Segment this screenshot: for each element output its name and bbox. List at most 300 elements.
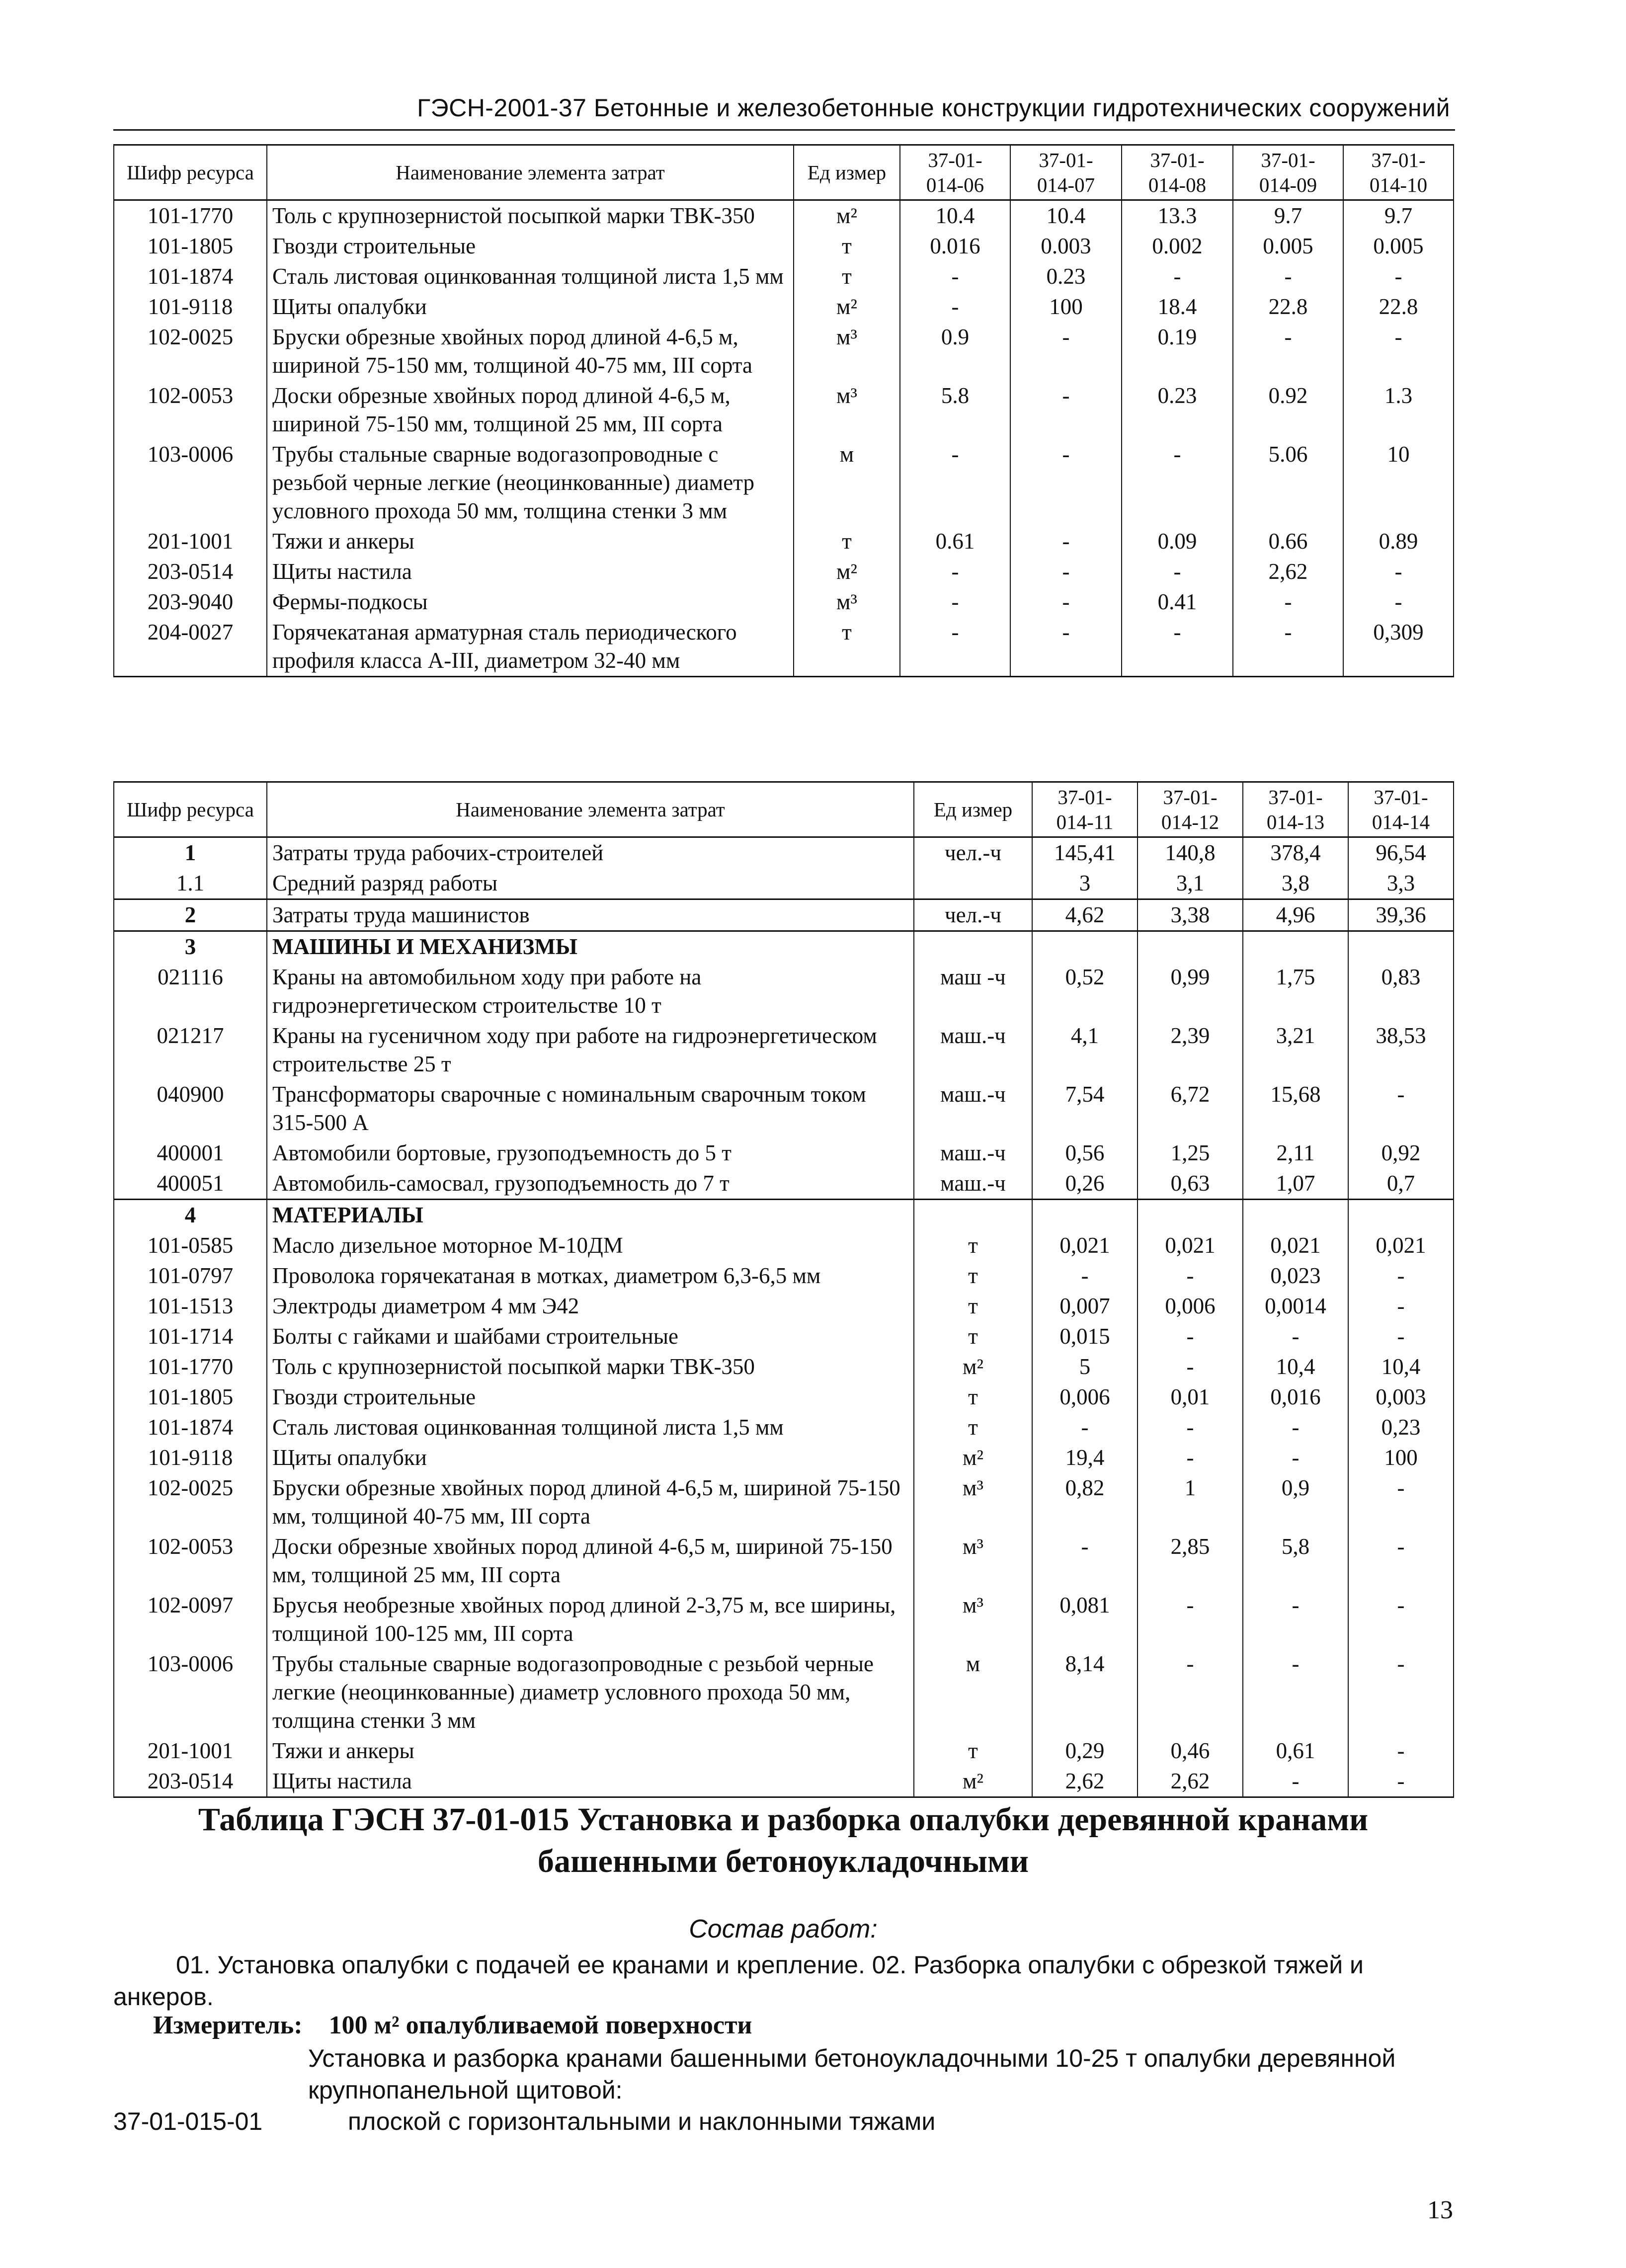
table-row — [114, 557, 1454, 587]
value-cell: 1,07 — [1243, 1168, 1348, 1200]
resource-name-cell: Автомобили бортовые, грузоподъемность до 5 т — [267, 1138, 914, 1168]
resource-code-cell: 102-0097 — [114, 1590, 267, 1649]
resource-name-cell: Краны на автомобильном ходу при работе на гидроэнергетическом строительстве 10 т — [267, 962, 914, 1021]
value-cell: 100 — [1010, 292, 1122, 322]
value-cell: - — [1348, 1649, 1454, 1736]
unit-cell: т — [794, 231, 900, 261]
table-row — [114, 1230, 1454, 1261]
value-cell: 2,62 — [1032, 1766, 1138, 1797]
table1-header-cell: 37-01- 014-10 — [1343, 145, 1454, 200]
table-row — [114, 322, 1454, 381]
value-cell: 0,61 — [1243, 1736, 1348, 1766]
unit-cell: т — [794, 526, 900, 557]
value-cell: 2,85 — [1138, 1532, 1243, 1590]
value-cell: - — [1122, 439, 1233, 526]
resource-code-cell: 101-1513 — [114, 1291, 267, 1321]
table-row — [114, 1138, 1454, 1168]
unit-cell: т — [914, 1736, 1032, 1766]
value-cell: 2,62 — [1233, 557, 1343, 587]
value-cell: 6,72 — [1138, 1079, 1243, 1138]
value-cell: - — [1243, 1590, 1348, 1649]
value-cell: 0,9 — [1243, 1473, 1348, 1532]
table-row — [114, 1766, 1454, 1797]
value-cell — [1138, 1200, 1243, 1231]
value-cell: - — [1343, 261, 1454, 292]
value-cell: - — [1348, 1261, 1454, 1291]
table2-header-row — [114, 782, 1454, 837]
value-cell: 100 — [1348, 1443, 1454, 1473]
table-row — [114, 200, 1454, 232]
unit-cell: м² — [794, 557, 900, 587]
unit-cell: м³ — [914, 1590, 1032, 1649]
resource-name-cell: Брусья необрезные хвойных пород длиной 2-3,75 м, все ширины, толщиной 100-125 мм, III сорта — [267, 1590, 914, 1649]
resource-code-cell: 101-0797 — [114, 1261, 267, 1291]
resource-code-cell: 102-0025 — [114, 1473, 267, 1532]
value-cell: - — [900, 292, 1010, 322]
value-cell: - — [1243, 1649, 1348, 1736]
unit-cell: м² — [794, 292, 900, 322]
value-cell: - — [1348, 1079, 1454, 1138]
resource-code-cell: 203-9040 — [114, 587, 267, 617]
value-cell: 3,21 — [1243, 1021, 1348, 1079]
value-cell: 0,006 — [1138, 1291, 1243, 1321]
unit-cell — [914, 1200, 1032, 1231]
table1-header-cell: Шифр ресурса — [114, 145, 267, 200]
value-cell: 4,96 — [1243, 899, 1348, 931]
table2-header-cell: 37-01- 014-12 — [1138, 782, 1243, 837]
value-cell: - — [1138, 1590, 1243, 1649]
running-header — [113, 83, 1455, 131]
value-cell: 0,003 — [1348, 1382, 1454, 1412]
value-cell: 0,83 — [1348, 962, 1454, 1021]
resource-code-cell: 102-0053 — [114, 1532, 267, 1590]
table1-header-cell: 37-01- 014-09 — [1233, 145, 1343, 200]
unit-cell: м³ — [794, 381, 900, 439]
table-row — [114, 1590, 1454, 1649]
table-row — [114, 868, 1454, 899]
table2-body — [114, 837, 1454, 1797]
value-cell: - — [1010, 587, 1122, 617]
value-cell: - — [900, 557, 1010, 587]
value-cell: 10.4 — [900, 200, 1010, 232]
table-row — [114, 1736, 1454, 1766]
table-row — [114, 1649, 1454, 1736]
value-cell: 0,7 — [1348, 1168, 1454, 1200]
table-row — [114, 439, 1454, 526]
unit-cell: м — [794, 439, 900, 526]
unit-cell: м² — [794, 200, 900, 232]
value-cell: 5 — [1032, 1352, 1138, 1382]
value-cell: 0,309 — [1343, 617, 1454, 677]
table-row — [114, 1443, 1454, 1473]
value-cell: 39,36 — [1348, 899, 1454, 931]
value-cell: 0.003 — [1010, 231, 1122, 261]
value-cell: - — [1348, 1532, 1454, 1590]
value-cell: - — [1010, 322, 1122, 381]
resource-name-cell: Краны на гусеничном ходу при работе на гидроэнергетическом строительстве 25 т — [267, 1021, 914, 1079]
resource-name-cell: Щиты опалубки — [267, 1443, 914, 1473]
resource-table-2 — [113, 781, 1454, 1798]
value-cell — [1032, 931, 1138, 963]
value-cell: - — [1233, 587, 1343, 617]
value-cell: - — [1032, 1412, 1138, 1443]
value-cell: 0.89 — [1343, 526, 1454, 557]
value-cell: - — [1348, 1291, 1454, 1321]
resource-code-cell: 021217 — [114, 1021, 267, 1079]
value-cell: 15,68 — [1243, 1079, 1348, 1138]
value-cell: 0,29 — [1032, 1736, 1138, 1766]
resource-name-cell: Тяжи и анкеры — [267, 1736, 914, 1766]
resource-name-cell: Средний разряд работы — [267, 868, 914, 899]
unit-cell: м² — [914, 1352, 1032, 1382]
value-cell: 9.7 — [1233, 200, 1343, 232]
value-cell: 22.8 — [1233, 292, 1343, 322]
value-cell: 1 — [1138, 1473, 1243, 1532]
resource-code-cell: 3 — [114, 931, 267, 963]
unit-cell: т — [794, 617, 900, 677]
value-cell: 0.002 — [1122, 231, 1233, 261]
value-cell: 3,38 — [1138, 899, 1243, 931]
table-row — [114, 1021, 1454, 1079]
running-title: ГЭСН-2001-37 Бетонные и железобетонные конструкции гидротехнических сооружений — [417, 94, 1450, 122]
value-cell: - — [1348, 1321, 1454, 1352]
resource-code-cell: 101-1874 — [114, 261, 267, 292]
table-row — [114, 381, 1454, 439]
value-cell: 4,62 — [1032, 899, 1138, 931]
unit-cell: т — [914, 1321, 1032, 1352]
table-row — [114, 931, 1454, 963]
value-cell: 0,92 — [1348, 1138, 1454, 1168]
value-cell: - — [1233, 261, 1343, 292]
meter-line — [153, 2011, 752, 2040]
value-cell: - — [1243, 1443, 1348, 1473]
work-description: Установка и разборка кранами башенными бетоноукладочными 10-25 т опалубки деревянной крупнопанельной щитовой: — [308, 2044, 1396, 2104]
resource-name-cell: Щиты настила — [267, 557, 794, 587]
resource-name-cell: Проволока горячекатаная в мотках, диаметром 6,3-6,5 мм — [267, 1261, 914, 1291]
value-cell: 378,4 — [1243, 837, 1348, 869]
resource-name-cell: Доски обрезные хвойных пород длиной 4-6,5 м, шириной 75-150 мм, толщиной 25 мм, III сорта — [267, 381, 794, 439]
resource-name-cell: Электроды диаметром 4 мм Э42 — [267, 1291, 914, 1321]
table-row — [114, 261, 1454, 292]
table1-header-row — [114, 145, 1454, 200]
value-cell: - — [1010, 439, 1122, 526]
resource-name-cell: Трубы стальные сварные водогазопроводные с резьбой черные легкие (неоцинкованные) диаметр условного прохода 50 мм, толщина стенки 3 мм — [267, 439, 794, 526]
value-cell: 0,023 — [1243, 1261, 1348, 1291]
value-cell: 2,62 — [1138, 1766, 1243, 1797]
value-cell: - — [900, 261, 1010, 292]
table1-header-cell: 37-01- 014-06 — [900, 145, 1010, 200]
table-row — [114, 1168, 1454, 1200]
resource-name-cell: МАШИНЫ И МЕХАНИЗМЫ — [267, 931, 914, 963]
value-cell: 0,52 — [1032, 962, 1138, 1021]
meter-label: Измеритель: — [153, 2011, 303, 2039]
resource-code-cell: 400051 — [114, 1168, 267, 1200]
value-cell: 2,11 — [1243, 1138, 1348, 1168]
value-cell: 0,016 — [1243, 1382, 1348, 1412]
value-cell: 1,75 — [1243, 962, 1348, 1021]
value-cell: - — [1138, 1261, 1243, 1291]
value-cell — [1138, 931, 1243, 963]
value-cell: - — [1032, 1261, 1138, 1291]
table-row — [114, 1079, 1454, 1138]
section-title: Таблица ГЭСН 37-01-015 Установка и разборка опалубки деревянной кранами башенными бетоноукладочными — [198, 1801, 1369, 1879]
resource-name-cell: Тяжи и анкеры — [267, 526, 794, 557]
resource-code-cell: 040900 — [114, 1079, 267, 1138]
resource-code-cell: 101-1874 — [114, 1412, 267, 1443]
resource-name-cell: Сталь листовая оцинкованная толщиной листа 1,5 мм — [267, 1412, 914, 1443]
value-cell: 5.06 — [1233, 439, 1343, 526]
value-cell: 0,82 — [1032, 1473, 1138, 1532]
value-cell: - — [1233, 322, 1343, 381]
value-cell: 0,015 — [1032, 1321, 1138, 1352]
resource-name-cell: Болты с гайками и шайбами строительные — [267, 1321, 914, 1352]
value-cell: - — [1138, 1412, 1243, 1443]
unit-cell: м — [914, 1649, 1032, 1736]
composition-text: 01. Установка опалубки с подачей ее кранами и крепление. 02. Разборка опалубки с обрезкой тяжей и анкеров. — [113, 1951, 1364, 2011]
value-cell — [1348, 1200, 1454, 1231]
value-cell: 10.4 — [1010, 200, 1122, 232]
resource-name-cell: Толь с крупнозернистой посыпкой марки ТВК-350 — [267, 1352, 914, 1382]
value-cell: - — [900, 617, 1010, 677]
value-cell: - — [1348, 1590, 1454, 1649]
resource-name-cell: Гвозди строительные — [267, 231, 794, 261]
table-row — [114, 617, 1454, 677]
unit-cell: чел.-ч — [914, 837, 1032, 869]
resource-code-cell: 103-0006 — [114, 439, 267, 526]
unit-cell: т — [914, 1382, 1032, 1412]
value-cell: - — [1348, 1473, 1454, 1532]
value-cell: - — [1243, 1766, 1348, 1797]
table2-header-cell: 37-01- 014-13 — [1243, 782, 1348, 837]
resource-code-cell: 204-0027 — [114, 617, 267, 677]
value-cell: - — [1122, 617, 1233, 677]
resource-code-cell: 101-1714 — [114, 1321, 267, 1352]
unit-cell: м³ — [794, 322, 900, 381]
value-cell: 3 — [1032, 868, 1138, 899]
resource-name-cell: Затраты труда рабочих-строителей — [267, 837, 914, 869]
unit-cell: маш.-ч — [914, 1168, 1032, 1200]
value-cell: 0.19 — [1122, 322, 1233, 381]
unit-cell: маш.-ч — [914, 1138, 1032, 1168]
value-cell: 4,1 — [1032, 1021, 1138, 1079]
value-cell: - — [1243, 1321, 1348, 1352]
table-row — [114, 292, 1454, 322]
value-cell: - — [1138, 1649, 1243, 1736]
unit-cell — [914, 931, 1032, 963]
table2-header-cell: Ед измер — [914, 782, 1032, 837]
resource-code-cell: 1.1 — [114, 868, 267, 899]
value-cell: 96,54 — [1348, 837, 1454, 869]
value-cell: - — [1343, 557, 1454, 587]
value-cell: 5,8 — [1243, 1532, 1348, 1590]
value-cell: 3,1 — [1138, 868, 1243, 899]
resource-name-cell: Затраты труда машинистов — [267, 899, 914, 931]
value-cell: 3,8 — [1243, 868, 1348, 899]
value-cell — [1243, 931, 1348, 963]
value-cell: 8,14 — [1032, 1649, 1138, 1736]
table1-header-cell: 37-01- 014-08 — [1122, 145, 1233, 200]
value-cell: - — [1343, 322, 1454, 381]
unit-cell: т — [914, 1291, 1032, 1321]
table1-header-cell: Ед измер — [794, 145, 900, 200]
resource-code-cell: 101-9118 — [114, 292, 267, 322]
value-cell: - — [1122, 261, 1233, 292]
table-row — [114, 1352, 1454, 1382]
unit-cell: м³ — [914, 1473, 1032, 1532]
value-cell: 0,46 — [1138, 1736, 1243, 1766]
value-cell: 0,021 — [1138, 1230, 1243, 1261]
resource-name-cell: Трансформаторы сварочные с номинальным сварочным током 315-500 А — [267, 1079, 914, 1138]
resource-name-cell: Гвозди строительные — [267, 1382, 914, 1412]
unit-cell: маш -ч — [914, 962, 1032, 1021]
resource-name-cell: Сталь листовая оцинкованная толщиной листа 1,5 мм — [267, 261, 794, 292]
resource-code-cell: 400001 — [114, 1138, 267, 1168]
resource-code-cell: 201-1001 — [114, 1736, 267, 1766]
table-row — [114, 1532, 1454, 1590]
unit-cell: маш.-ч — [914, 1079, 1032, 1138]
resource-code-cell: 101-9118 — [114, 1443, 267, 1473]
meter-value: 100 м² опалубливаемой поверхности — [328, 2011, 752, 2039]
value-cell: 10,4 — [1243, 1352, 1348, 1382]
table-row — [114, 1291, 1454, 1321]
table1-body — [114, 200, 1454, 677]
value-cell: - — [1348, 1766, 1454, 1797]
table-row — [114, 899, 1454, 931]
value-cell: 0.09 — [1122, 526, 1233, 557]
resource-code-cell: 101-1770 — [114, 1352, 267, 1382]
composition-label: Состав работ: — [689, 1915, 878, 1944]
resource-name-cell: Бруски обрезные хвойных пород длиной 4-6,5 м, шириной 75-150 мм, толщиной 40-75 мм, III сорта — [267, 1473, 914, 1532]
value-cell: 5.8 — [900, 381, 1010, 439]
resource-name-cell: Автомобиль-самосвал, грузоподъемность до 7 т — [267, 1168, 914, 1200]
norm-row-code: 37-01-015-01 — [113, 2107, 263, 2135]
value-cell: 0,081 — [1032, 1590, 1138, 1649]
table-row — [114, 1261, 1454, 1291]
resource-code-cell: 102-0053 — [114, 381, 267, 439]
value-cell: 0.66 — [1233, 526, 1343, 557]
resource-table-1 — [113, 144, 1454, 677]
value-cell: 38,53 — [1348, 1021, 1454, 1079]
resource-name-cell: Щиты настила — [267, 1766, 914, 1797]
unit-cell: м³ — [794, 587, 900, 617]
unit-cell — [914, 868, 1032, 899]
value-cell — [1348, 931, 1454, 963]
resource-name-cell: Щиты опалубки — [267, 292, 794, 322]
resource-code-cell: 101-0585 — [114, 1230, 267, 1261]
table2-header-cell: 37-01- 014-14 — [1348, 782, 1454, 837]
value-cell: - — [900, 587, 1010, 617]
resource-code-cell: 101-1805 — [114, 1382, 267, 1412]
resource-name-cell: МАТЕРИАЛЫ — [267, 1200, 914, 1231]
table1-header-cell: Наименование элемента затрат — [267, 145, 794, 200]
norm-row-description: плоской с горизонтальными и наклонными тяжами — [348, 2107, 936, 2135]
value-cell: 1.3 — [1343, 381, 1454, 439]
table2-header-cell: Наименование элемента затрат — [267, 782, 914, 837]
value-cell: 19,4 — [1032, 1443, 1138, 1473]
value-cell: 0,01 — [1138, 1382, 1243, 1412]
resource-code-cell: 4 — [114, 1200, 267, 1231]
value-cell: 0,0014 — [1243, 1291, 1348, 1321]
value-cell: 0.23 — [1122, 381, 1233, 439]
table-row — [114, 1200, 1454, 1231]
value-cell: 0.005 — [1233, 231, 1343, 261]
value-cell: 1,25 — [1138, 1138, 1243, 1168]
unit-cell: м² — [914, 1766, 1032, 1797]
value-cell: - — [1243, 1412, 1348, 1443]
unit-cell: т — [914, 1261, 1032, 1291]
value-cell: 0,23 — [1348, 1412, 1454, 1443]
table-row — [114, 1412, 1454, 1443]
value-cell: - — [1348, 1736, 1454, 1766]
unit-cell: т — [794, 261, 900, 292]
unit-cell: т — [914, 1412, 1032, 1443]
value-cell: 22.8 — [1343, 292, 1454, 322]
unit-cell: маш.-ч — [914, 1021, 1032, 1079]
resource-name-cell: Толь с крупнозернистой посыпкой марки ТВК-350 — [267, 200, 794, 232]
resource-code-cell: 1 — [114, 837, 267, 869]
value-cell: 0.92 — [1233, 381, 1343, 439]
value-cell: - — [900, 439, 1010, 526]
value-cell: 140,8 — [1138, 837, 1243, 869]
value-cell: - — [1233, 617, 1343, 677]
unit-cell: м³ — [914, 1532, 1032, 1590]
unit-cell: т — [914, 1230, 1032, 1261]
value-cell: 0.9 — [900, 322, 1010, 381]
value-cell: 0,021 — [1243, 1230, 1348, 1261]
resource-code-cell: 101-1805 — [114, 231, 267, 261]
value-cell: - — [1010, 381, 1122, 439]
table2-header-cell: Шифр ресурса — [114, 782, 267, 837]
table-row — [114, 526, 1454, 557]
value-cell: 3,3 — [1348, 868, 1454, 899]
page-number: 13 — [1427, 2196, 1453, 2224]
value-cell: - — [1343, 587, 1454, 617]
table-row — [114, 837, 1454, 869]
value-cell: 0,26 — [1032, 1168, 1138, 1200]
resource-code-cell: 201-1001 — [114, 526, 267, 557]
value-cell: - — [1138, 1321, 1243, 1352]
resource-code-cell: 103-0006 — [114, 1649, 267, 1736]
table-row — [114, 231, 1454, 261]
resource-code-cell: 101-1770 — [114, 200, 267, 232]
value-cell: - — [1138, 1443, 1243, 1473]
value-cell: 0.016 — [900, 231, 1010, 261]
resource-name-cell: Фермы-подкосы — [267, 587, 794, 617]
value-cell — [1032, 1200, 1138, 1231]
resource-code-cell: 2 — [114, 899, 267, 931]
value-cell: 0.005 — [1343, 231, 1454, 261]
value-cell: - — [1122, 557, 1233, 587]
table-row — [114, 587, 1454, 617]
value-cell: 2,39 — [1138, 1021, 1243, 1079]
value-cell: 0,99 — [1138, 962, 1243, 1021]
table1-header-cell: 37-01- 014-07 — [1010, 145, 1122, 200]
value-cell: 0,63 — [1138, 1168, 1243, 1200]
value-cell: 0,56 — [1032, 1138, 1138, 1168]
table-row — [114, 1473, 1454, 1532]
value-cell: 0.23 — [1010, 261, 1122, 292]
value-cell: 13.3 — [1122, 200, 1233, 232]
resource-name-cell: Доски обрезные хвойных пород длиной 4-6,5 м, шириной 75-150 мм, толщиной 25 мм, III сорта — [267, 1532, 914, 1590]
value-cell: 0,021 — [1032, 1230, 1138, 1261]
value-cell: 145,41 — [1032, 837, 1138, 869]
resource-code-cell: 203-0514 — [114, 1766, 267, 1797]
value-cell: 18.4 — [1122, 292, 1233, 322]
value-cell — [1243, 1200, 1348, 1231]
value-cell: - — [1032, 1532, 1138, 1590]
value-cell: 0,021 — [1348, 1230, 1454, 1261]
value-cell: - — [1010, 617, 1122, 677]
